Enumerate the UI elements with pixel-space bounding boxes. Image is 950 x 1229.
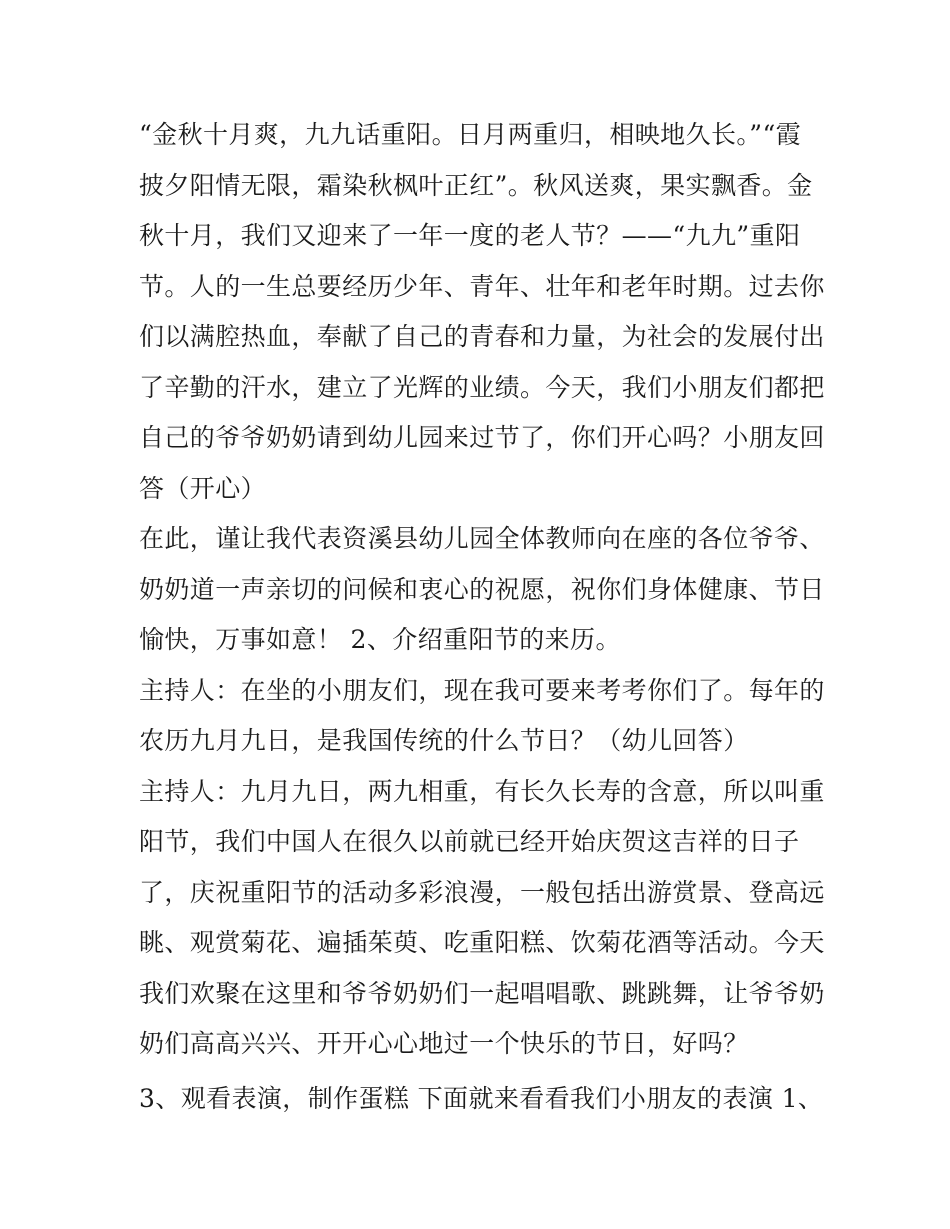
- text-line: 我们欢聚在这里和爷爷奶奶们一起唱唱歌、跳跳舞，让爷爷奶: [139, 978, 825, 1008]
- text-line: 了辛勤的汗水，建立了光辉的业绩。今天，我们小朋友们都把: [139, 372, 825, 402]
- document-body: [139, 110, 825, 1124]
- text-line: 农历九月九日，是我国传统的什么节日？（幼儿回答）: [139, 726, 749, 755]
- text-line: “金秋十月爽，九九话重阳。日月两重归，相映地久长。”“霞: [139, 120, 802, 149]
- text-line: 自己的爷爷奶奶请到幼儿园来过节了，你们开心吗？小朋友回: [139, 423, 825, 452]
- text-line: 节。人的一生总要经历少年、青年、壮年和老年时期。过去你: [139, 271, 825, 301]
- text-line: 眺、观赏菊花、遍插茱萸、吃重阳糕、饮菊花酒等活动。今天: [139, 928, 825, 957]
- text-line: 主持人：九月九日，两九相重，有长久长寿的含意，所以叫重: [139, 776, 825, 806]
- text-line: 愉快，万事如意！ 2、介绍重阳节的来历。: [139, 625, 621, 654]
- text-line: 在此，谨让我代表资溪县幼儿园全体教师向在座的各位爷爷、: [139, 524, 825, 553]
- text-line: 了，庆祝重阳节的活动多彩浪漫，一般包括出游赏景、登高远: [139, 877, 825, 907]
- text-line: 奶们高高兴兴、开开心心地过一个快乐的节日，好吗？: [139, 1029, 749, 1058]
- text-line: 答（开心）: [139, 473, 267, 503]
- text-line: 阳节，我们中国人在很久以前就已经开始庆贺这吉祥的日子: [139, 827, 800, 856]
- text-line: 主持人：在坐的小朋友们，现在我可要来考考你们了。每年的: [139, 675, 825, 705]
- text-line: 们以满腔热血，奉献了自己的青春和力量，为社会的发展付出: [139, 322, 825, 351]
- text-line: 奶奶道一声亲切的问候和衷心的祝愿，祝你们身体健康、节日: [139, 574, 825, 604]
- text-line: 秋十月，我们又迎来了一年一度的老人节？——“九九”重阳: [139, 221, 801, 250]
- text-line: 3、观看表演，制作蛋糕 下面就来看看我们小朋友的表演 1、: [139, 1083, 824, 1113]
- text-line: 披夕阳情无限，霜染秋枫叶正红”。秋风送爽，果实飘香。金: [139, 170, 813, 200]
